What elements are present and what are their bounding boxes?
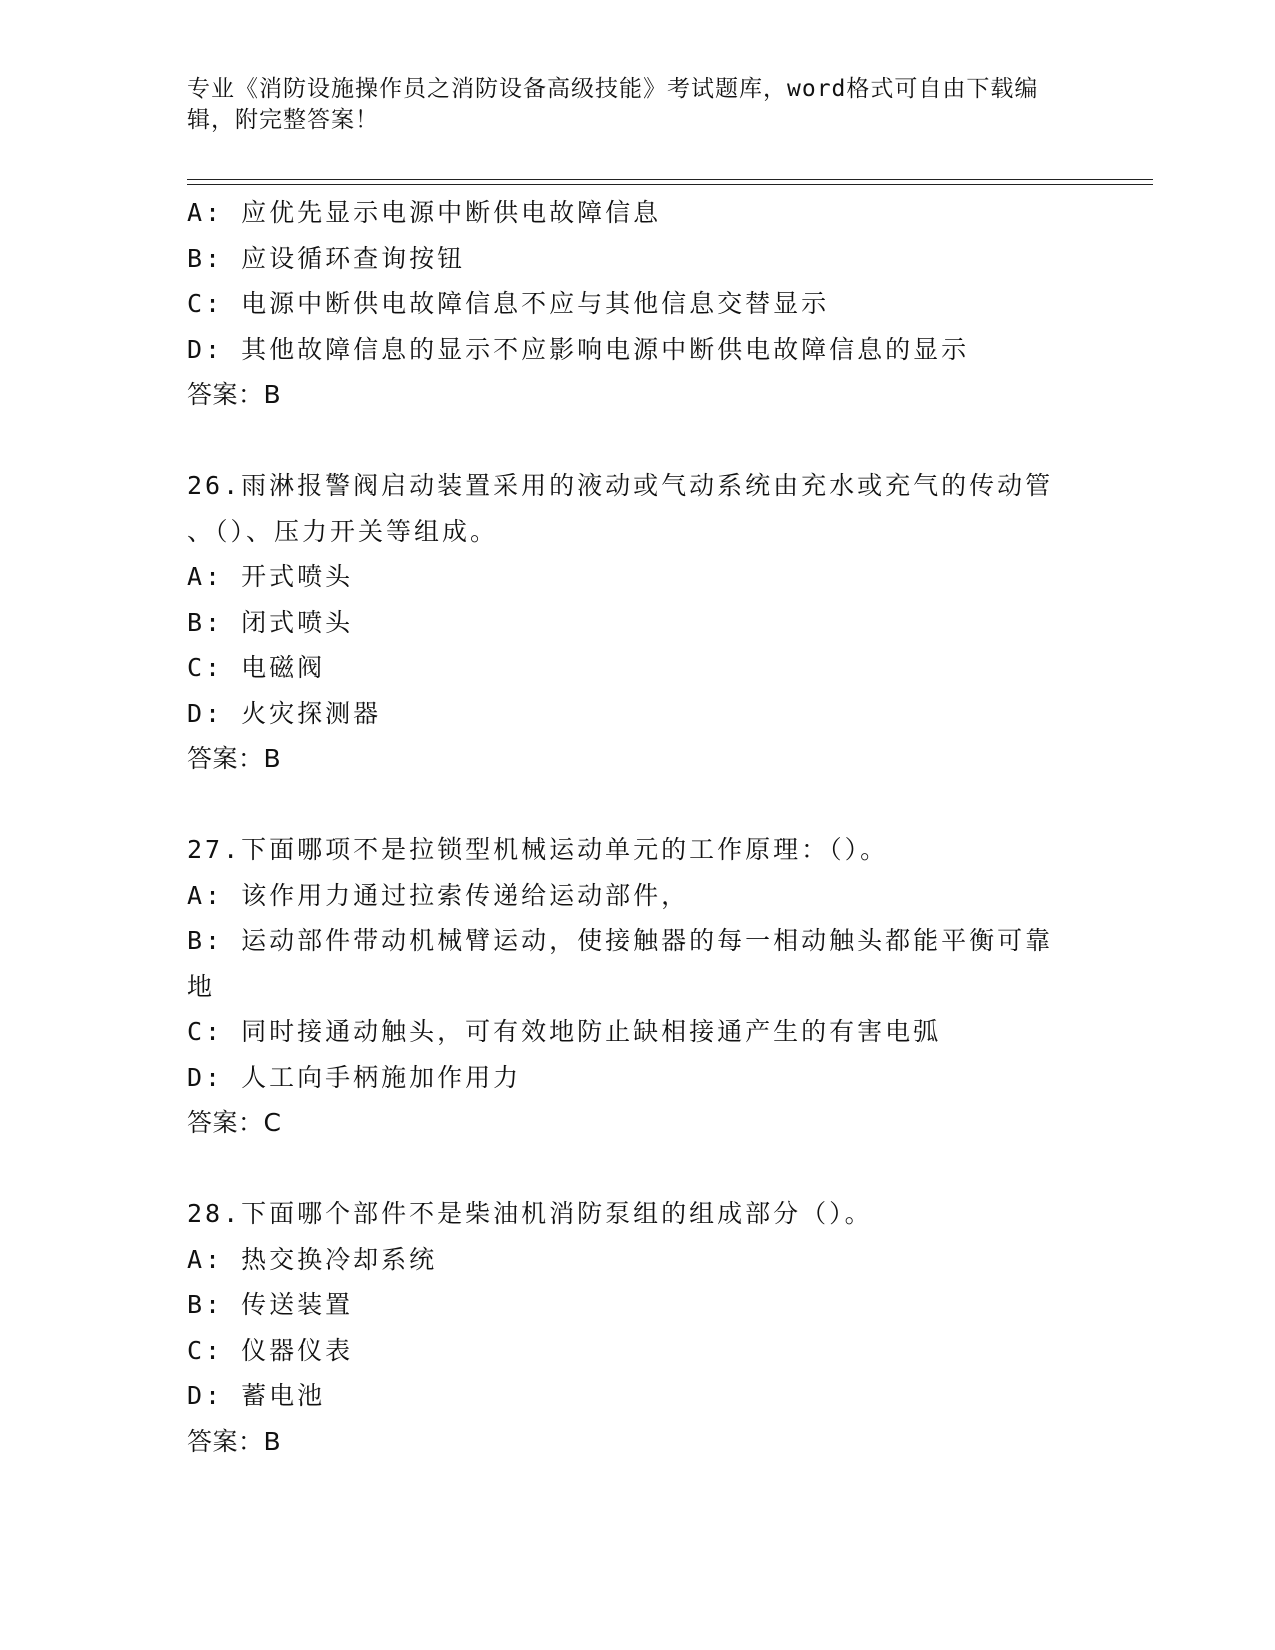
option-c: C: 仪器仪表	[187, 1335, 354, 1365]
option-a: A: 开式喷头	[187, 562, 354, 591]
option-b: B: 传送装置	[187, 1290, 354, 1319]
option-b: B: 应设循环查询按钮	[187, 243, 466, 273]
question-stem: 27.下面哪项不是拉锁型机械运动单元的工作原理：（）。	[187, 835, 889, 864]
option-a: A: 热交换冷却系统	[187, 1244, 438, 1274]
question-stem: 28.下面哪个部件不是柴油机消防泵组的组成部分（）。	[187, 1199, 873, 1228]
question-27	[187, 827, 1087, 1146]
option-d: D: 火灾探测器	[187, 698, 382, 728]
header-divider-bottom	[187, 184, 1153, 185]
option-b: B: 闭式喷头	[187, 607, 354, 637]
option-d: D: 人工向手柄施加作用力	[187, 1062, 522, 1092]
option-a: A: 应优先显示电源中断供电故障信息	[187, 198, 662, 227]
answer-line: 答案：B	[187, 744, 282, 773]
document-intro: 专业《消防设施操作员之消防设备高级技能》考试题库，word格式可自由下载编辑，附完整答案！	[187, 76, 1039, 133]
question-26	[187, 463, 1087, 782]
answer-line: 答案：C	[187, 1108, 282, 1137]
option-a: A: 该作用力通过拉索传递给运动部件，	[187, 880, 690, 910]
option-b: B: 运动部件带动机械臂运动，使接触器的每一相动触头都能平衡可靠	[187, 926, 1054, 955]
question-stem: 26.雨淋报警阀启动装置采用的液动或气动系统由充水或充气的传动管	[187, 471, 1054, 500]
question-stem-continued: 、（）、压力开关等组成。	[187, 516, 499, 546]
question-list	[187, 190, 1087, 1464]
header-divider-top	[187, 179, 1153, 180]
option-b-continued: 地	[187, 971, 216, 1001]
answer-line: 答案：B	[187, 380, 282, 409]
option-c: C: 电磁阀	[187, 653, 326, 682]
option-c: C: 同时接通动触头，可有效地防止缺相接通产生的有害电弧	[187, 1017, 942, 1046]
answer-line: 答案：B	[187, 1426, 282, 1456]
option-d: D: 其他故障信息的显示不应影响电源中断供电故障信息的显示	[187, 334, 970, 364]
previous-question-tail	[187, 190, 1087, 418]
option-d: D: 蓄电池	[187, 1381, 326, 1410]
question-28	[187, 1191, 1087, 1464]
option-c: C: 电源中断供电故障信息不应与其他信息交替显示	[187, 289, 830, 318]
